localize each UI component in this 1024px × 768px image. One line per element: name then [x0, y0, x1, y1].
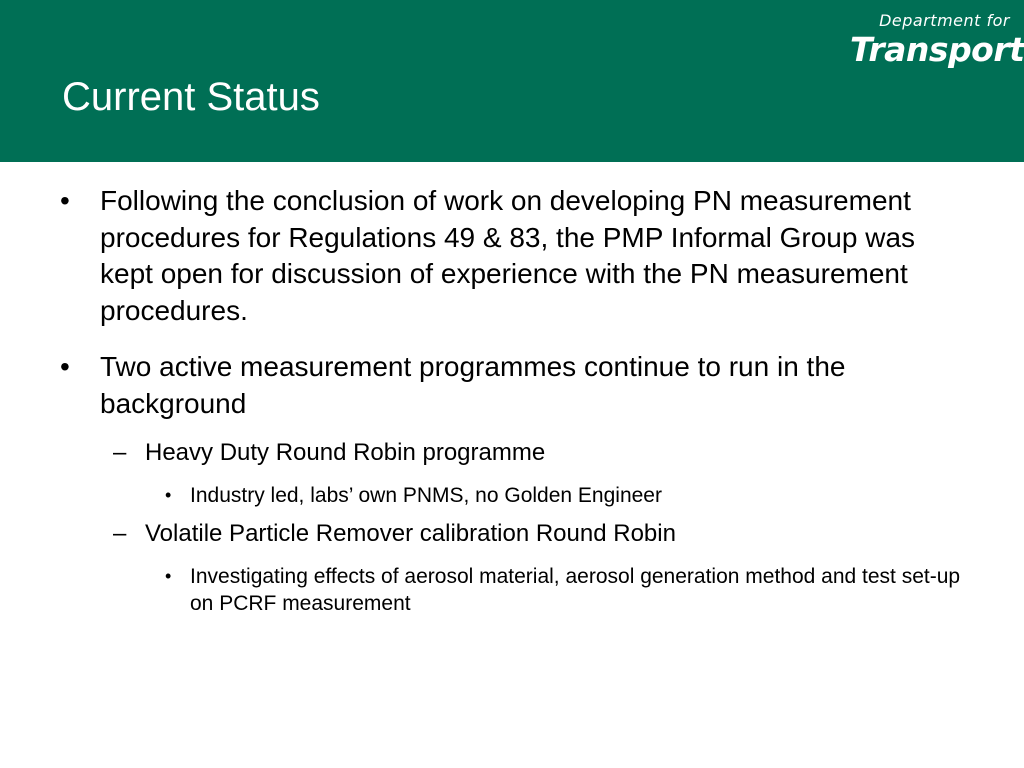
sub-bullet-item — [0, 438, 1024, 468]
logo-line-2: Transport — [850, 30, 1024, 69]
bullet-item — [0, 349, 1024, 422]
bullet-text: Two active measurement programmes continue to run in the background — [100, 351, 846, 419]
sub-sub-bullet-text: Industry led, labs’ own PNMS, no Golden Engineer — [190, 484, 662, 507]
department-for-transport-logo — [850, 10, 1024, 69]
header-bar — [0, 0, 1024, 162]
bullet-marker: • — [60, 185, 70, 216]
sub-bullet-item — [0, 519, 1024, 549]
bullet-marker: • — [165, 485, 172, 505]
bullet-text: Following the conclusion of work on developing PN measurement procedures for Regulations 49 & 83, the PMP Informal Group was kept open for discussion of experience with the PN measurement procedures. — [100, 185, 916, 326]
slide-body — [0, 183, 1024, 631]
bullet-marker: • — [60, 351, 70, 382]
bullet-item — [0, 183, 1024, 329]
sub-sub-bullet-item — [0, 563, 1024, 617]
sub-sub-bullet-item — [0, 482, 1024, 509]
bullet-marker: • — [165, 566, 172, 586]
slide-title: Current Status — [62, 75, 320, 119]
sub-bullet-text: Volatile Particle Remover calibration Round Robin — [145, 520, 676, 547]
sub-bullet-text: Heavy Duty Round Robin programme — [145, 439, 546, 466]
dash-marker: – — [113, 520, 127, 547]
sub-sub-bullet-text: Investigating effects of aerosol material, aerosol generation method and test set-up on PCRF measurement — [190, 565, 961, 615]
logo-line-1: Department for — [879, 11, 1010, 30]
dash-marker: – — [113, 439, 127, 466]
